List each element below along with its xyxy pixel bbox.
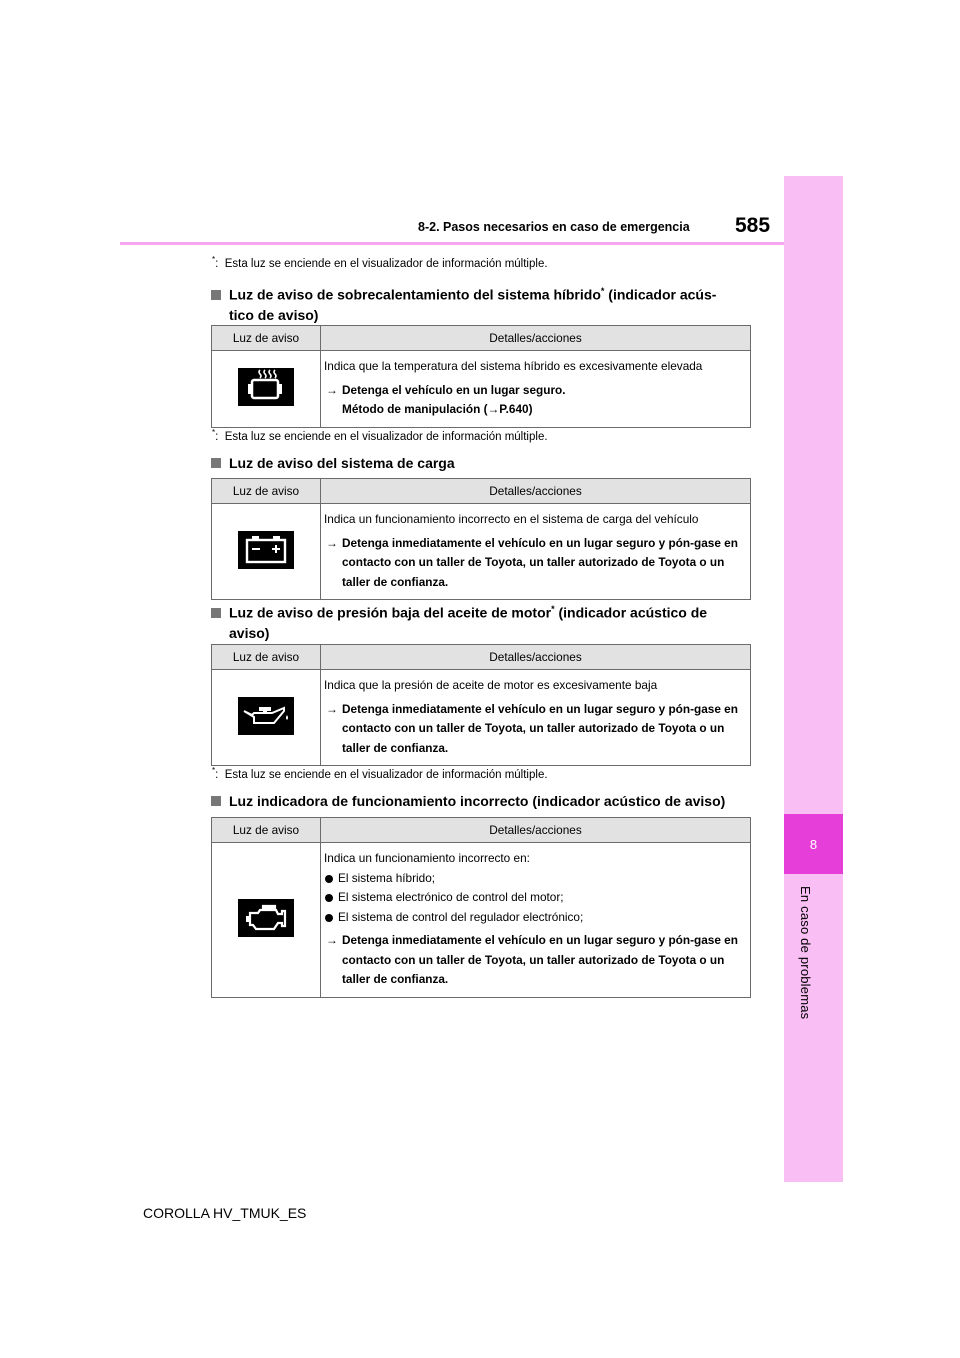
arrow-icon: → [326, 535, 338, 550]
hybrid-system-overheat-icon [238, 368, 294, 406]
list-item: El sistema híbrido; [324, 869, 746, 889]
arrow-icon: → [326, 933, 338, 947]
arrow-icon: → [326, 382, 338, 397]
table-row [212, 670, 751, 766]
section-heading-charging: Luz de aviso del sistema de carga [211, 453, 751, 473]
table-row [212, 843, 751, 998]
warning-action: → Detenga inmediatamente el vehículo en un lugar seguro y pón-gase en contacto con un taller de Toyota, un taller autorizado de Toyota o un taller de confianza. [326, 535, 738, 589]
square-bullet-icon [211, 796, 221, 806]
warning-description: Indica un funcionamiento incorrecto en: [324, 851, 530, 865]
square-bullet-icon [211, 290, 221, 300]
section-heading-malfunction: Luz indicadora de funcionamiento incorrecto (indicador acústico de aviso) [211, 791, 771, 811]
arrow-icon: → [326, 701, 338, 716]
warning-table-oil-pressure: Luz de aviso Detalles/acciones Indica que la presión de aceite de motor es excesivamente baja → Detenga inmediatamente el vehículo en un lugar seguro y pón-gase en contacto con un taller de Toyota, un taller autorizado de Toyota o un taller de confianza. [211, 644, 751, 766]
warning-action: → Detenga inmediatamente el vehículo en un lugar seguro y pón-gase en contacto con un taller de Toyota, un taller autorizado de Toyota o un taller de confianza. [326, 701, 738, 755]
table-header-light: Luz de aviso [212, 326, 321, 351]
table-row [212, 504, 751, 600]
footnote-text: Esta luz se enciende en el visualizador de información múltiple. [224, 257, 548, 270]
section-heading-oil-pressure: Luz de aviso de presión baja del aceite de motor* (indicador acústico de aviso) [211, 599, 751, 643]
footer-model-code: COROLLA HV_TMUK_ES [143, 1205, 307, 1221]
section-title: 8-2. Pasos necesarios en caso de emergencia [418, 220, 690, 234]
square-bullet-icon [211, 608, 221, 618]
table-header-details: Detalles/acciones [321, 326, 751, 351]
chapter-side-tab [784, 176, 843, 1182]
chapter-title: En caso de problemas [798, 886, 813, 1020]
warning-table-overheat [211, 325, 751, 428]
table-row [212, 351, 751, 428]
footnote-mark: * [212, 255, 216, 264]
warning-action: → Detenga el vehículo en un lugar seguro. Método de manipulación (→P.640) [326, 382, 566, 416]
list-item: El sistema electrónico de control del motor; [324, 888, 746, 908]
warning-description: Indica un funcionamiento incorrecto en el sistema de carga del vehículo [324, 512, 699, 526]
footnote: *: Esta luz se enciende en el visualizador de información múltiple. [212, 255, 548, 270]
page-number: 585 [735, 214, 771, 237]
footnote: *: Esta luz se enciende en el visualizador de información múltiple. [212, 766, 548, 781]
warning-table-charging: Luz de aviso Detalles/acciones Indica un funcionamiento incorrecto en el sistema de carga del vehículo → Detenga inmediatamente el vehículo en un lugar seguro y pón-gase en contacto con un taller de Toyota, un taller autorizado de Toyota o un taller de confianza. [211, 478, 751, 600]
header-divider [120, 242, 784, 245]
chapter-number: 8 [784, 814, 843, 874]
battery-icon [238, 531, 294, 569]
oil-pressure-icon [238, 697, 294, 735]
warning-description: Indica que la temperatura del sistema híbrido es excesivamente elevada [324, 359, 703, 373]
list-item: El sistema de control del regulador electrónico; [324, 908, 746, 928]
warning-description: Indica que la presión de aceite de motor es excesivamente baja [324, 678, 658, 692]
page-reference-link[interactable]: P.640 [499, 402, 529, 416]
section-heading-overheat: Luz de aviso de sobrecalentamiento del sistema híbrido* (indicador acús- tico de aviso) [211, 281, 751, 325]
warning-table-malfunction: Luz de aviso Detalles/acciones Indica un funcionamiento incorrecto en: El sistema híbrido; El sistema electrónico de control del motor; El sistema de control del regulador electrónico; → Detenga inmediatamente el vehículo en un lugar seguro y pón-gase en contacto con un taller de Toyota, un taller autorizado de Toyota o un taller de confianza. [211, 817, 751, 998]
check-engine-icon [238, 899, 294, 937]
footnote: *: Esta luz se enciende en el visualizador de información múltiple. [212, 428, 548, 443]
square-bullet-icon [211, 458, 221, 468]
arrow-icon: → [487, 402, 500, 416]
warning-action: → Detenga inmediatamente el vehículo en un lugar seguro y pón-gase en contacto con un taller de Toyota, un taller autorizado de Toyota o un taller de confianza. [326, 933, 738, 986]
